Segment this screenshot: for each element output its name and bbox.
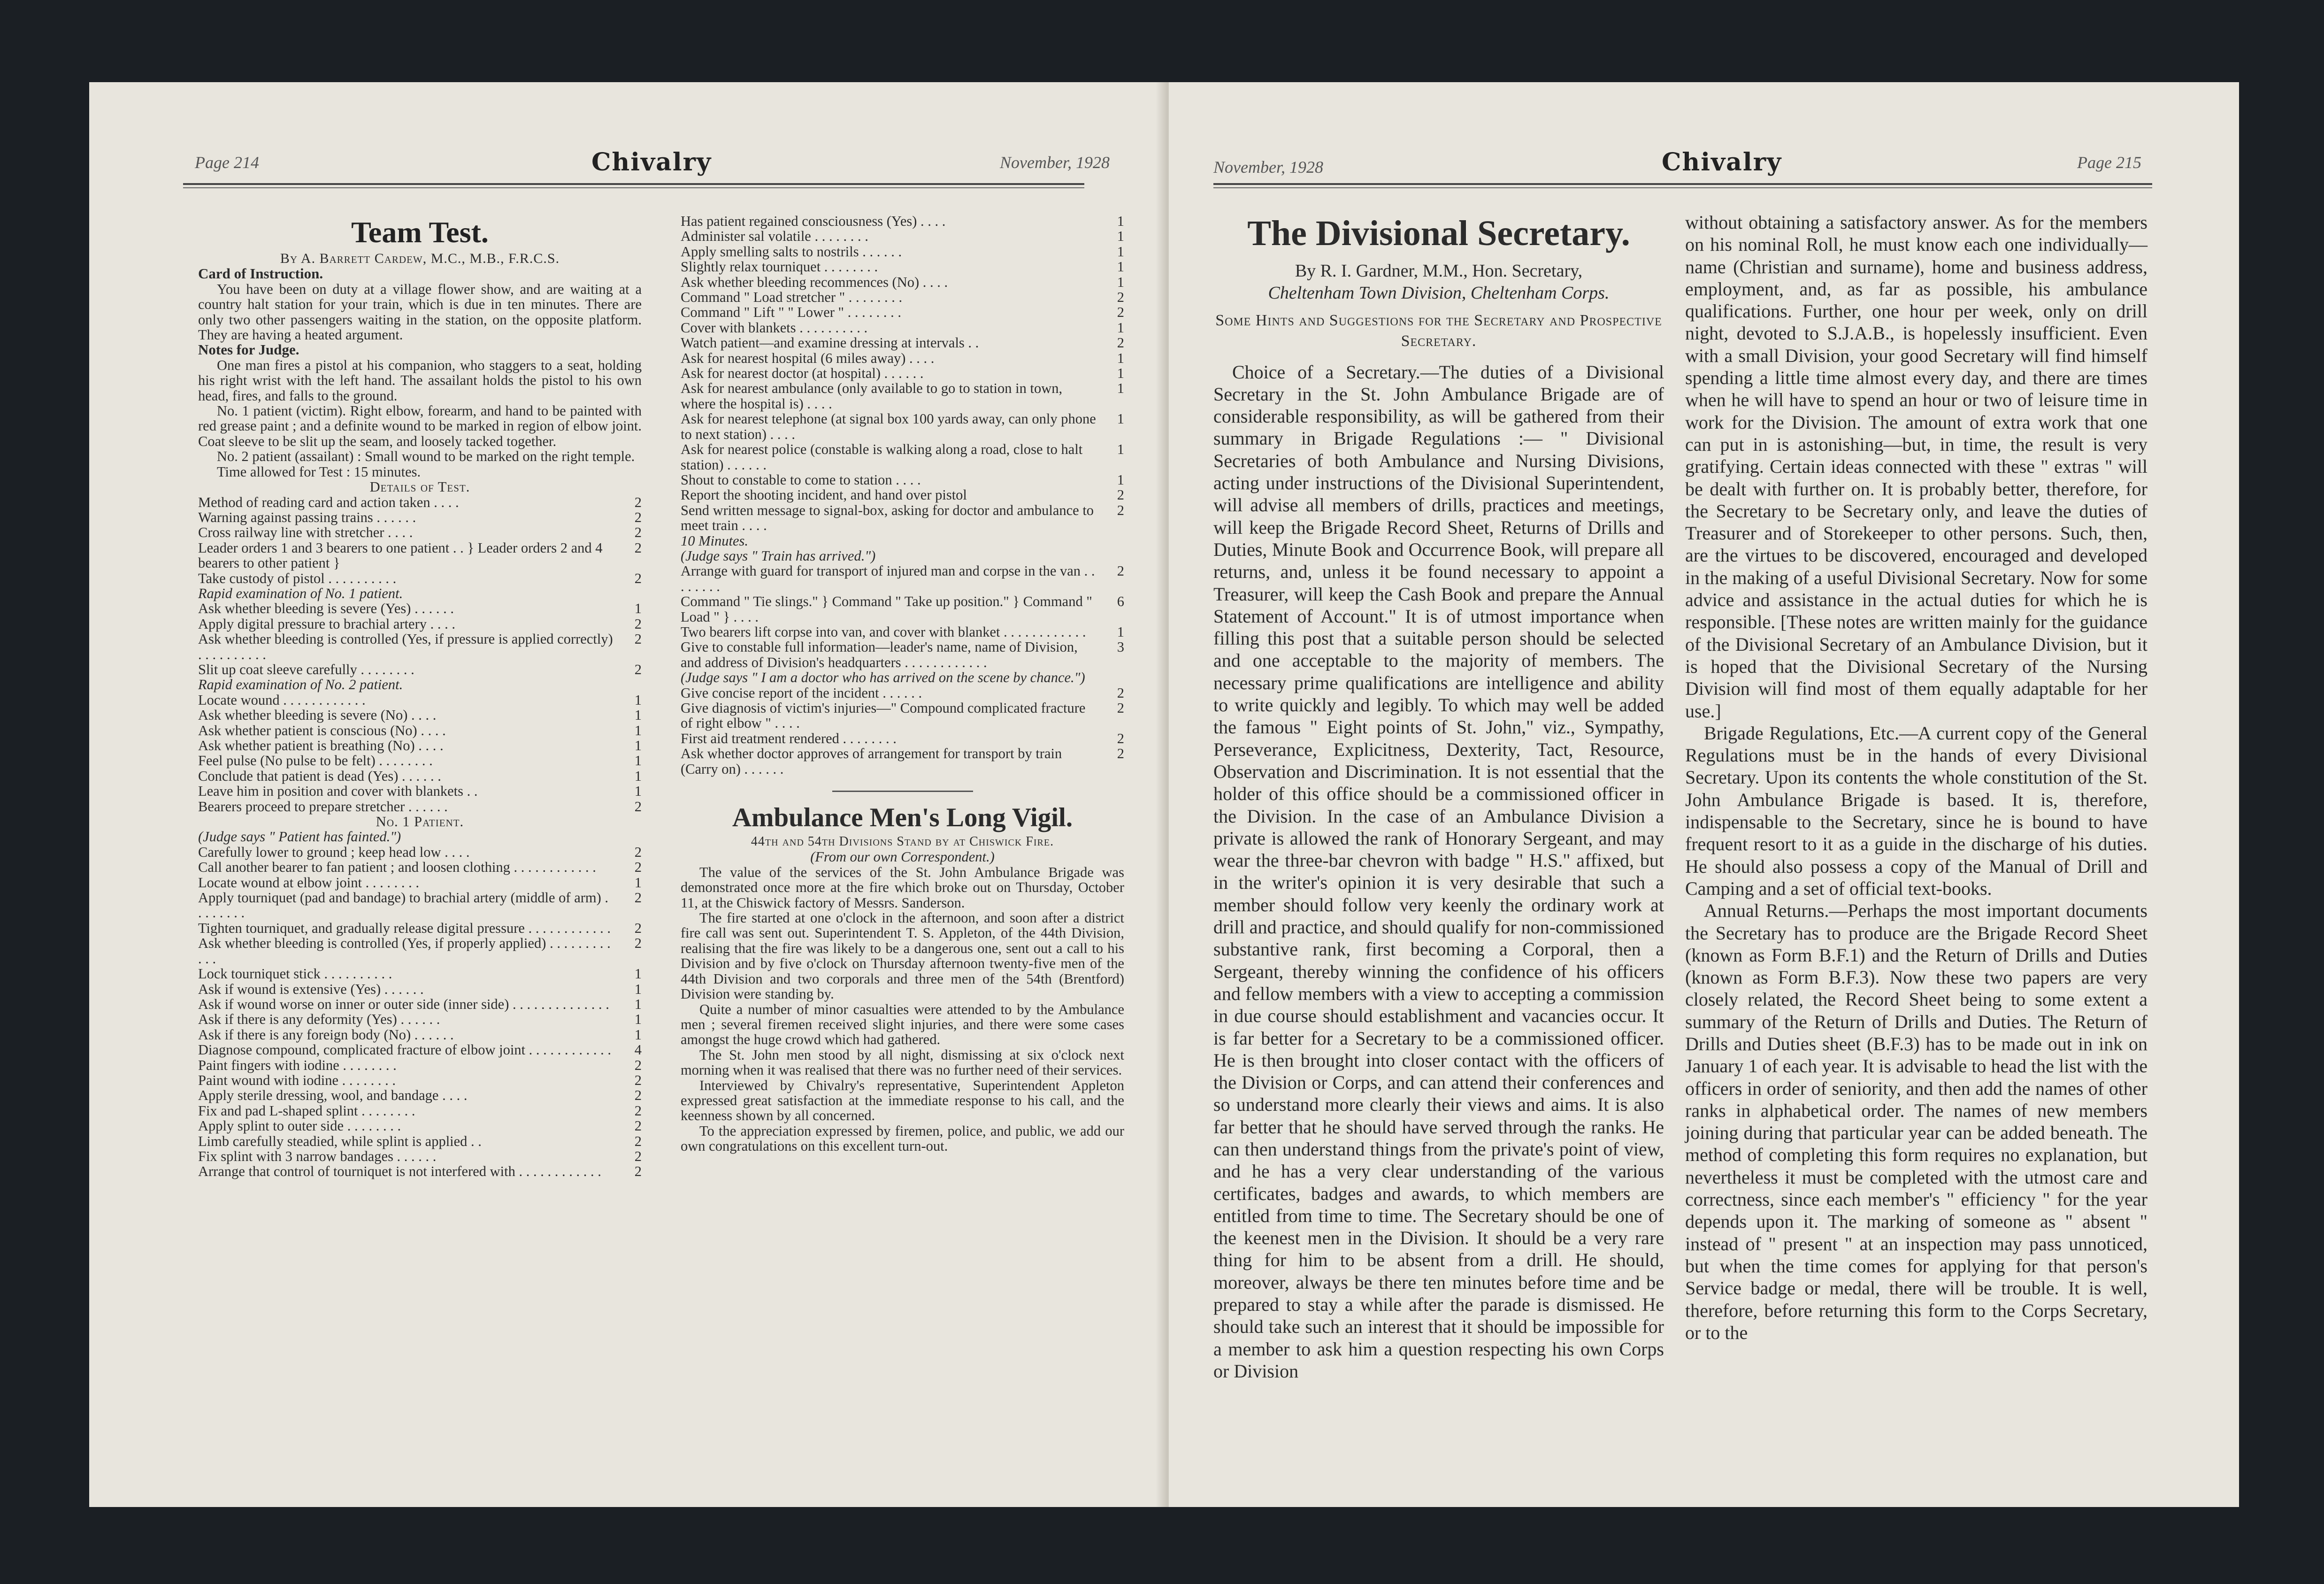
card-heading: Card of Instruction. <box>198 265 323 282</box>
score-item-marks: 1 <box>634 874 642 891</box>
details-list-f <box>681 563 1124 670</box>
score-item-text: Lock tourniquet stick . . . . . . . . . . <box>198 966 392 982</box>
vigil-from: (From our own Correspondent.) <box>810 849 995 865</box>
score-item <box>198 707 642 723</box>
score-item-marks: 1 <box>1117 623 1124 640</box>
right-page <box>1169 82 2239 1507</box>
score-item-marks: 2 <box>1117 700 1124 716</box>
score-item <box>198 692 642 707</box>
score-item <box>198 616 642 631</box>
secretary-byline-2: Cheltenham Town Division, Cheltenham Corps. <box>1268 283 1610 303</box>
vigil-p3: Quite a number of minor casualties were attended to by the Ambulance men ; several firemen received slight injuries, and there were some cases amongst the huge crowd which had gathered. <box>681 1001 1124 1048</box>
score-item-marks: 2 <box>1117 730 1124 746</box>
score-item <box>198 875 642 890</box>
secretary-subtitle: Some Hints and Suggestions for the Secretary and Prospective Secretary. <box>1215 311 1662 350</box>
score-item-text: Ask whether bleeding is controlled (Yes, if properly applied) . . . . . . . . . . . . <box>198 935 611 967</box>
score-item-text: Call another bearer to fan patient ; and loosen clothing . . . . . . . . . . . . <box>198 859 596 876</box>
score-item-marks: 2 <box>634 1148 642 1164</box>
score-item <box>681 229 1124 244</box>
score-item <box>198 601 642 616</box>
right-header-rule-thin <box>1213 187 2152 188</box>
secretary-col2-p2: Brigade Regulations, Etc.—A current copy of the General Regulations must be in the hands of every Divisional Secretary. Upon its contents the whole constitution of the St. John Ambulance Brigade is based. It is, therefore, indispensable to the Secretary, since he is bound to have frequent resort to it as a guide in the discharge of his duties. He should also possess a copy of the Manual of Drill and Camping and a set of official text-books. <box>1685 722 2148 899</box>
score-item-marks: 2 <box>1117 487 1124 503</box>
section-divider <box>832 791 973 792</box>
score-item-marks: 2 <box>634 1163 642 1180</box>
score-item-marks: 2 <box>1117 304 1124 321</box>
score-item <box>198 631 642 662</box>
vigil-p2: The fire started at one o'clock in the afternoon, and soon after a district fire call was sent out. Superintendent T. S. Appleton, of the 44th Division, realising that the fire was likely to be a dangerous one, sent out a call to his Division and by five o'clock on Thursday afternoon twenty-five men of the 44th Division and two corporals and three men of the 54th (Brentford) Division were standing by. <box>681 910 1124 1002</box>
score-item <box>198 982 642 997</box>
score-item <box>198 1088 642 1103</box>
score-item <box>681 335 1124 350</box>
score-item-text: Command " Tie slings." } Command " Take up position." } Command " Load " } . . . . <box>681 593 1092 625</box>
score-item-text: Ask for nearest hospital (6 miles away) . . . . <box>681 350 935 366</box>
score-item-text: Apply digital pressure to brachial artery . . . . <box>198 615 455 632</box>
score-item <box>681 214 1124 229</box>
notes-heading: Notes for Judge. <box>198 341 299 358</box>
score-item <box>198 1073 642 1088</box>
score-item <box>681 594 1124 624</box>
vigil-heading: Ambulance Men's Long Vigil. <box>732 803 1073 833</box>
score-item-text: Report the shooting incident, and hand over pistol <box>681 487 967 503</box>
score-item-marks: 3 <box>1117 639 1124 655</box>
score-item-text: Leave him in position and cover with blankets . . <box>198 783 478 800</box>
right-masthead: Chivalry <box>1662 148 1782 177</box>
score-item-marks: 1 <box>634 981 642 997</box>
score-item-text: Ask whether bleeding is severe (Yes) . . . . . . <box>198 600 454 617</box>
score-item-marks: 1 <box>634 996 642 1012</box>
vigil-p6: To the appreciation expressed by firemen, police, and public, we add our own congratulations on this excellent turn-out. <box>681 1123 1124 1154</box>
score-item-text: Tighten tourniquet, and gradually release digital pressure . . . . . . . . . . . . <box>198 920 611 936</box>
score-item-marks: 2 <box>1117 335 1124 351</box>
score-item-marks: 2 <box>634 844 642 860</box>
score-item-text: Cover with blankets . . . . . . . . . . <box>681 319 868 336</box>
details-heading: Details of Test. <box>369 479 470 495</box>
vigil-p1: The value of the services of the St. John Ambulance Brigade was demonstrated once more at the fire which broke out on Thursday, October 11, at the Chiswick factory of Messrs. Sanderson. <box>681 864 1124 911</box>
score-item-marks: 4 <box>634 1042 642 1058</box>
score-item <box>681 351 1124 366</box>
score-item-marks: 2 <box>634 524 642 541</box>
score-item-marks: 1 <box>1117 350 1124 366</box>
score-item-marks: 1 <box>1117 380 1124 397</box>
score-item <box>681 305 1124 320</box>
score-item <box>681 244 1124 259</box>
score-item-marks: 2 <box>1117 563 1124 579</box>
score-item-marks: 2 <box>634 1057 642 1073</box>
left-issue-date: November, 1928 <box>1000 153 1110 172</box>
score-item-marks: 1 <box>634 600 642 617</box>
score-item <box>681 411 1124 442</box>
team-test-column-1 <box>198 214 642 1179</box>
details-list-g <box>681 685 1124 777</box>
score-item <box>198 1027 642 1042</box>
score-item-text: Slightly relax tourniquet . . . . . . . . <box>681 259 878 275</box>
rapid-exam-2: Rapid examination of No. 2 patient. <box>198 677 403 693</box>
score-item <box>198 495 642 510</box>
score-item-text: Paint wound with iodine . . . . . . . . <box>198 1072 396 1088</box>
score-item-marks: 2 <box>1117 289 1124 306</box>
score-item <box>198 784 642 799</box>
score-item-marks: 2 <box>1117 746 1124 762</box>
score-item <box>198 890 642 921</box>
score-item-marks: 2 <box>634 935 642 952</box>
score-item <box>198 525 642 540</box>
score-item-marks: 1 <box>634 753 642 769</box>
score-item-marks: 1 <box>634 966 642 982</box>
score-item <box>681 487 1124 502</box>
score-item-marks: 1 <box>634 707 642 723</box>
vigil-subheading: 44th and 54th Divisions Stand by at Chiswick Fire. <box>751 834 1054 849</box>
score-item-text: Ask whether bleeding is controlled (Yes, if pressure is applied correctly) . . . . . . . . . . <box>198 631 613 662</box>
secretary-column-1 <box>1213 211 1664 1382</box>
right-issue-date: November, 1928 <box>1213 158 1323 177</box>
score-item-marks: 1 <box>634 692 642 708</box>
score-item <box>681 503 1124 533</box>
score-item <box>198 921 642 936</box>
score-item-text: Ask for nearest telephone (at signal box 100 yards away, can only phone to next station) . . . . <box>681 411 1096 442</box>
score-item <box>198 540 642 571</box>
score-item-marks: 1 <box>1117 228 1124 245</box>
score-item <box>681 259 1124 274</box>
score-item-text: Apply splint to outer side . . . . . . . . <box>198 1118 401 1134</box>
score-item-text: Command " Lift " " Lower " . . . . . . . . <box>681 304 901 321</box>
left-header-rule <box>183 183 1084 185</box>
score-item <box>681 290 1124 305</box>
score-item <box>198 936 642 966</box>
left-masthead: Chivalry <box>591 148 712 177</box>
score-item-text: Watch patient—and examine dressing at intervals . . <box>681 335 979 351</box>
score-item-marks: 6 <box>1117 593 1124 610</box>
score-item <box>198 738 642 753</box>
score-item-text: Apply sterile dressing, wool, and bandage . . . . <box>198 1087 468 1104</box>
score-item-marks: 2 <box>634 1087 642 1104</box>
score-item-marks: 2 <box>634 570 642 586</box>
score-item-marks: 2 <box>634 890 642 906</box>
score-item <box>681 366 1124 381</box>
score-item <box>198 799 642 814</box>
score-item-text: Ask whether bleeding is severe (No) . . . . <box>198 707 437 723</box>
score-item <box>681 442 1124 472</box>
score-item-text: Warning against passing trains . . . . . . <box>198 509 416 525</box>
score-item-marks: 1 <box>634 1026 642 1043</box>
score-item <box>198 510 642 525</box>
score-item-text: Shout to constable to come to station . . . . <box>681 471 921 488</box>
judge-says-3: (Judge says " I am a doctor who has arrived on the scene by chance.") <box>681 669 1085 686</box>
time-allowed: Time allowed for Test : 15 minutes. <box>217 463 421 480</box>
score-item-text: Fix and pad L-shaped splint . . . . . . . . <box>198 1102 415 1119</box>
notes-paragraph-1: One man fires a pistol at his companion, who staggers to a seat, holding his right wrist with the left hand. The assailant holds the pistol to his own head, fires, and falls to the ground. <box>198 357 642 404</box>
secretary-col1-text: Choice of a Secretary.—The duties of a Divisional Secretary in the St. John Ambulance Brigade are of considerable responsibility, as will be gathered from their summary in Brigade Regulations :— " Divisional Secretaries of both Ambulance and Nursing Divisions, acting under instructions of the Divisional Superintendent, will advise all members of drills, practices and meetings, will keep the Brigade Record Sheet, Returns of Drills and Duties, Minute Book and Occurrence Book, will prepare all returns, and, unless it be found necessary to appoint a Treasurer, will keep the Cash Book and prepare the Annual Statement of Account." It is of utmost importance when filling this post that a suitable person should be selected and one acceptable to the majority of members. The necessary prime qualifications are intelligence and ability to write quickly and legibly. To which may well be added the famous " Eight points of St. John," viz., Sympathy, Perseverance, Explicitness, Dexterity, Tact, Resource, Observation and Discrimination. It is not essential that the holder of this office should be a commissioned officer in the Division. In the case of an Ambulance Division a private is allowed the rank of Honorary Sergeant, and may wear the three-bar chevron with badge " H.S." affixed, but in the writer's opinion it is very desirable that such a member should follow very keenly the ordinary work at drill and practice, and should qualify for non-commissioned substantive rank, first becoming a Corporal, then a Sergeant, thereby winning the confidence of his officers and fellow members with a view to accepting a commission in due course should establishment and vacancies occur. It is far better for a Secretary to be a commissioned officer. He is then brought into closer contact with the officers of the Division or Corps, and can attend their conferences and so understand more clearly their views and aims. It is also far better that he should have served through the ranks. He can then understand things from the private's point of view, and he has a very clear understanding of the various certificates, badges and awards, to which members are entitled from time to time. The Secretary should be one of the keenest men in the Division. It should be a very rare thing for him to be absent from a drill. He should, moreover, always be there ten minutes before time and be prepared to stay a while after the parade is dismissed. He should take such an interest that it should be impossible for a member to ask him a question respecting his own Corps or Division <box>1213 361 1664 1382</box>
score-item-text: Slit up coat sleeve carefully . . . . . . . . <box>198 661 414 677</box>
score-item-text: Give concise report of the incident . . . . . . <box>681 684 922 701</box>
score-item-marks: 2 <box>1117 502 1124 518</box>
score-item-marks: 1 <box>1117 319 1124 336</box>
left-header-rule-thin <box>183 187 1084 188</box>
score-item-marks: 1 <box>634 768 642 784</box>
score-item-text: Feel pulse (No pulse to be felt) . . . . . . . . <box>198 753 433 769</box>
right-page-number: Page 215 <box>2077 153 2141 172</box>
score-item-marks: 1 <box>634 738 642 754</box>
team-test-column-2 <box>681 214 1124 1154</box>
secretary-byline-1: By R. I. Gardner, M.M., Hon. Secretary, <box>1295 261 1583 281</box>
score-item-text: Limb carefully steadied, while splint is applied . . <box>198 1133 482 1149</box>
score-item-marks: 2 <box>634 615 642 632</box>
score-item-marks: 1 <box>1117 213 1124 229</box>
ten-minutes: 10 Minutes. <box>681 532 749 549</box>
score-item-text: Paint fingers with iodine . . . . . . . . <box>198 1057 397 1073</box>
score-item-text: Diagnose compound, complicated fracture of elbow joint . . . . . . . . . . . . <box>198 1042 612 1058</box>
score-item-text: Ask whether bleeding recommences (No) . . . . <box>681 274 948 290</box>
score-item-text: Arrange with guard for transport of injured man and corpse in the van . . . . . . . . <box>681 563 1095 594</box>
score-item-marks: 1 <box>1117 441 1124 458</box>
notes-paragraph-2: No. 1 patient (victim). Right elbow, forearm, and hand to be painted with red grease paint ; and a definite wound to be marked in region of elbow joint. Coat sleeve to be slit up the seam, and loosely tacked together. <box>198 403 642 449</box>
score-item-marks: 1 <box>634 1011 642 1028</box>
score-item-text: Ask if there is any foreign body (No) . . . . . . <box>198 1026 454 1043</box>
score-item-marks: 1 <box>1117 365 1124 382</box>
score-item-text: Ask whether doctor approves of arrangement for transport by train (Carry on) . . . . . . <box>681 746 1062 777</box>
score-item <box>198 997 642 1012</box>
score-item-text: Apply smelling salts to nostrils . . . . . . <box>681 243 902 260</box>
score-item-marks: 2 <box>634 859 642 876</box>
score-item <box>198 1149 642 1164</box>
score-item-text: Carefully lower to ground ; keep head low . . . . <box>198 844 470 860</box>
score-item-text: Take custody of pistol . . . . . . . . . . <box>198 570 397 586</box>
score-item-marks: 2 <box>634 1133 642 1149</box>
score-item-text: Ask if wound worse on inner or outer side (inner side) . . . . . . . . . . . . . . <box>198 996 609 1012</box>
score-item-text: Send written message to signal-box, asking for doctor and ambulance to meet train . . . . <box>681 502 1094 534</box>
score-item <box>198 571 642 586</box>
score-item <box>681 731 1124 746</box>
notes-paragraph-3: No. 2 patient (assailant) : Small wound to be marked on the right temple. <box>217 448 635 465</box>
score-item-text: Command " Load stretcher " . . . . . . . . <box>681 289 903 306</box>
score-item <box>198 723 642 738</box>
left-page-number: Page 214 <box>195 153 259 172</box>
score-item <box>198 1012 642 1027</box>
score-item-text: Bearers proceed to prepare stretcher . . . . . . <box>198 798 448 815</box>
score-item-text: Conclude that patient is dead (Yes) . . . . . . <box>198 768 441 784</box>
score-item-marks: 1 <box>1117 411 1124 427</box>
score-item <box>198 662 642 677</box>
score-item-text: Ask if there is any deformity (Yes) . . . . . . <box>198 1011 440 1028</box>
score-item-text: Administer sal volatile . . . . . . . . <box>681 228 868 245</box>
score-item <box>681 275 1124 290</box>
score-item <box>681 639 1124 670</box>
score-item-text: Ask for nearest ambulance (only available to go to station in town, where the hospital is) . . . . <box>681 380 1063 412</box>
score-item-marks: 1 <box>1117 243 1124 260</box>
judge-says-2: (Judge says " Train has arrived.") <box>681 547 876 564</box>
details-list-a <box>198 495 642 586</box>
score-item <box>198 1042 642 1057</box>
score-item <box>681 700 1124 731</box>
score-item-marks: 2 <box>1117 684 1124 701</box>
vigil-p5: Interviewed by Chivalry's representative, Superintendent Appleton expressed great satisfaction at the immediate response to his call, and the keenness shown by all concerned. <box>681 1077 1124 1124</box>
score-item <box>198 1164 642 1179</box>
score-item-marks: 2 <box>634 661 642 677</box>
score-item <box>198 769 642 784</box>
score-item-marks: 2 <box>634 631 642 647</box>
judge-says-1: (Judge says " Patient has fainted.") <box>198 829 401 845</box>
score-item <box>198 753 642 768</box>
score-item-text: Method of reading card and action taken . . . . <box>198 494 459 510</box>
score-item-text: Give to constable full information—leader's name, name of Division, and address of Division's headquarters . . . . . . . . . . . . <box>681 639 1078 670</box>
score-item <box>681 746 1124 777</box>
team-test-byline: By A. Barrett Cardew, M.C., M.B., F.R.C.S. <box>280 251 560 266</box>
team-test-heading: Team Test. <box>351 215 489 249</box>
score-item <box>681 472 1124 487</box>
score-item-text: Give diagnosis of victim's injuries—" Compound complicated fracture of right elbow " . . . . <box>681 700 1086 731</box>
secretary-heading: The Divisional Secretary. <box>1247 214 1630 253</box>
score-item <box>198 1134 642 1149</box>
score-item-marks: 1 <box>634 722 642 738</box>
score-item <box>681 320 1124 335</box>
score-item-text: Ask if wound is extensive (Yes) . . . . . . <box>198 981 424 997</box>
score-item-marks: 2 <box>634 509 642 525</box>
score-item-text: Locate wound at elbow joint . . . . . . . . <box>198 874 419 891</box>
score-item-text: Cross railway line with stretcher . . . . <box>198 524 413 541</box>
score-item-text: Has patient regained consciousness (Yes) . . . . <box>681 213 946 229</box>
left-page <box>89 82 1164 1507</box>
score-item-text: Two bearers lift corpse into van, and cover with blanket . . . . . . . . . . . . <box>681 623 1086 640</box>
vigil-p4: The St. John men stood by all night, dismissing at six o'clock next morning when it was realised that there was no further need of their services. <box>681 1046 1124 1078</box>
rapid-exam-1: Rapid examination of No. 1 patient. <box>198 585 403 601</box>
score-item <box>198 860 642 875</box>
score-item <box>198 1118 642 1133</box>
score-item-marks: 1 <box>1117 274 1124 290</box>
score-item-marks: 2 <box>634 798 642 815</box>
card-text: You have been on duty at a village flower show, and are waiting at a country halt station for your train, which is due in ten minutes. There are only two other passengers waiting in the station, on the opposite platform. They are having a heated argument. <box>198 281 642 343</box>
score-item-marks: 1 <box>1117 471 1124 488</box>
score-item-marks: 1 <box>1117 259 1124 275</box>
patient-1-heading: No. 1 Patient. <box>376 814 464 830</box>
score-item <box>681 685 1124 700</box>
details-list-c <box>198 692 642 814</box>
score-item-text: Ask whether patient is breathing (No) . . . . <box>198 738 444 754</box>
score-item-marks: 1 <box>634 783 642 800</box>
score-item-marks: 2 <box>634 494 642 510</box>
details-list-b <box>198 601 642 677</box>
score-item-text: Arrange that control of tourniquet is not interfered with . . . . . . . . . . . . <box>198 1163 601 1180</box>
score-item <box>198 845 642 860</box>
score-item-marks: 2 <box>634 1102 642 1119</box>
score-item-text: Ask for nearest police (constable is walking along a road, close to halt station) . . . . . . <box>681 441 1083 473</box>
score-item <box>681 624 1124 639</box>
score-item-marks: 2 <box>634 1118 642 1134</box>
score-item-text: Fix splint with 3 narrow bandages . . . . . . <box>198 1148 437 1164</box>
score-item-marks: 2 <box>634 539 642 556</box>
score-item-text: Ask for nearest doctor (at hospital) . . . . . . <box>681 365 924 382</box>
score-item <box>681 381 1124 411</box>
score-item <box>198 966 642 981</box>
score-item-text: Ask whether patient is conscious (No) . . . . <box>198 722 446 738</box>
right-header-rule <box>1213 183 2152 185</box>
score-item <box>681 563 1124 594</box>
score-item-text: First aid treatment rendered . . . . . . . . <box>681 730 897 746</box>
score-item-text: Locate wound . . . . . . . . . . . . <box>198 692 366 708</box>
score-item <box>198 1058 642 1073</box>
secretary-column-2 <box>1685 211 2148 1344</box>
details-list-e <box>681 214 1124 533</box>
score-item-marks: 2 <box>634 1072 642 1088</box>
score-item <box>198 1103 642 1118</box>
secretary-col2-p3: Annual Returns.—Perhaps the most important documents the Secretary has to produce are the Brigade Record Sheet (known as Form B.F.1) and the Return of Drills and Duties (known as Form B.F.3). Now these two papers are very closely related, the Record Sheet being to some extent a summary of the Return of Drills and Duties. The Return of Drills and Duties sheet (B.F.3) has to be made out in ink on January 1 of each year. It is advisable to head the list with the officers in order of seniority, and then add the names of other ranks in alphabetical order. The names of new members joining during that particular year can be added beneath. The method of completing this form requires no explanation, but nevertheless it must be completed with the utmost care and correctness, since each member's " efficiency " for the year depends upon it. The marking of someone as " absent " instead of " present " at an inspection may pass unnoticed, but when the time comes for applying for that person's Service badge or medal, there will be trouble. It is well, therefore, before returning this form to the Corps Secretary, or to the <box>1685 900 2148 1343</box>
score-item-text: Leader orders 1 and 3 bearers to one patient . . } Leader orders 2 and 4 bearers to other patient } <box>198 539 603 571</box>
score-item-text: Apply tourniquet (pad and bandage) to brachial artery (middle of arm) . . . . . . . . <box>198 890 609 921</box>
details-list-d <box>198 845 642 1179</box>
secretary-col2-p1: without obtaining a satisfactory answer. As for the members on his nominal Roll, he must know each one individually—name (Christian and surname), home and business address, employment, and, as far as possible, his ambulance qualifications. Further, one hour per week, only on drill night, devoted to S.J.A.B., is hopelessly insufficient. Even with a small Division, your good Secretary will find himself spending a little time almost every day, and there are times when he will have to spend an hour or two of leisure time in work for the Division. The amount of extra work that one can put in is astonishing—but, in time, the result is very gratifying. Certain ideas connected with these " extras " will be dealt with further on. It is probably better, therefore, for the Secretary to be Secretary only, and leave the duties of Treasurer and of Storekeeper to other persons. Such, then, are the virtues to be discovered, encouraged and developed in the making of a useful Divisional Secretary. Now for some advice and assistance in the actual duties for which he is responsible. [These notes are written mainly for the guidance of the Divisional Secretary of an Ambulance Division, but it is hoped that the Divisional Secretary of the Nursing Division will find most of them equally adaptable for her use.] <box>1685 212 2148 722</box>
score-item-marks: 2 <box>634 920 642 936</box>
